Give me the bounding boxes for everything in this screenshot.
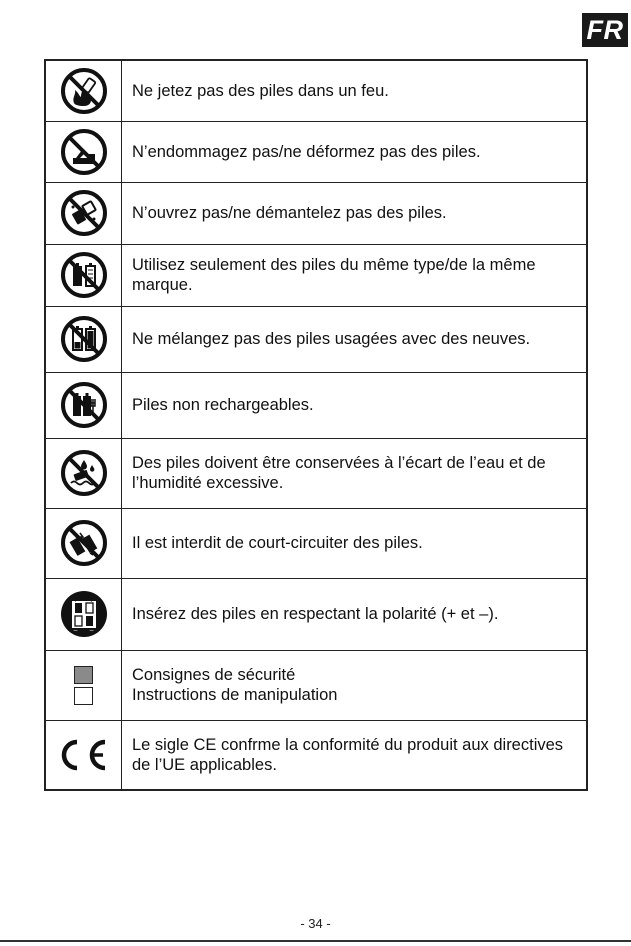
table-row <box>45 306 587 372</box>
no-fire-icon <box>60 67 108 115</box>
table-row <box>45 508 587 578</box>
safety-legend-label: Consignes de sécurité <box>132 666 296 684</box>
no-moisture-icon <box>60 449 108 497</box>
row-text: Ne jetez pas des piles dans un feu. <box>122 60 588 121</box>
ce-row <box>45 720 587 790</box>
row-text: Ne mélangez pas des piles usagées avec des neuves. <box>122 306 588 372</box>
language-badge: FR <box>582 13 628 47</box>
row-text: N’ouvrez pas/ne démantelez pas des piles. <box>122 182 588 244</box>
table-row <box>45 578 587 650</box>
handling-legend-swatch <box>74 687 93 705</box>
legend-row <box>45 650 587 720</box>
row-text: Utilisez seulement des piles du même type/de la même marque. <box>122 244 588 306</box>
row-text: Il est interdit de court-circuiter des piles. <box>122 508 588 578</box>
row-text: Le sigle CE confrme la conformité du produit aux directives de l’UE applicables. <box>122 720 588 790</box>
svg-text:+: + <box>72 597 78 604</box>
table-row <box>45 60 587 121</box>
row-text: Piles non rechargeables. <box>122 372 588 438</box>
battery-safety-table <box>44 59 588 791</box>
no-short-circuit-icon <box>60 519 108 567</box>
table-row <box>45 372 587 438</box>
svg-text:−: − <box>72 627 78 634</box>
page-number: - 34 - <box>300 916 331 931</box>
no-open-icon <box>60 189 108 237</box>
no-mix-icon <box>60 315 108 363</box>
no-damage-icon <box>60 128 108 176</box>
handling-legend-label: Instructions de manipulation <box>132 686 338 704</box>
svg-text:−: − <box>88 627 94 634</box>
table-row <box>45 182 587 244</box>
table-row <box>45 438 587 508</box>
row-text: Des piles doivent être conservées à l’écart de l’eau et de l’humidité excessive. <box>122 438 588 508</box>
row-text: N’endommagez pas/ne déformez pas des piles. <box>122 121 588 182</box>
svg-text:+: + <box>88 597 94 604</box>
safety-legend-swatch <box>74 666 93 684</box>
same-type-icon <box>60 251 108 299</box>
footer-divider <box>0 940 631 942</box>
row-text: Insérez des piles en respectant la polarité (+ et –). <box>122 578 588 650</box>
ce-mark-icon <box>55 738 113 772</box>
table-row <box>45 244 587 306</box>
table-row <box>45 121 587 182</box>
polarity-icon <box>59 589 109 639</box>
non-rechargeable-icon <box>60 381 108 429</box>
